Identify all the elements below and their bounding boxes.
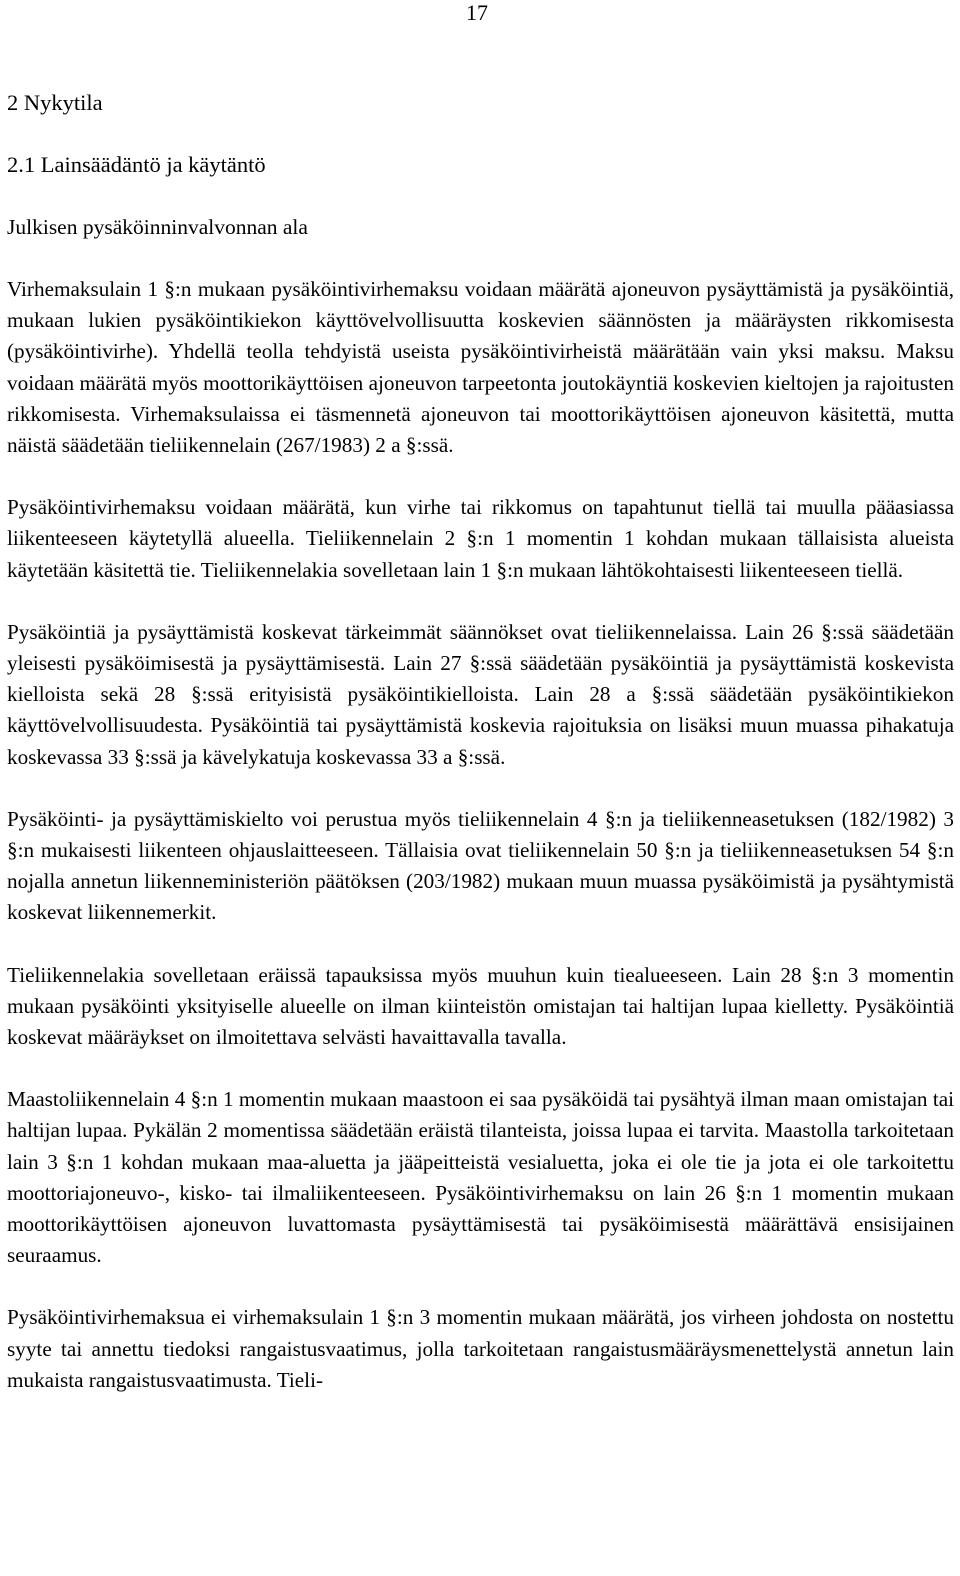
document-body xyxy=(7,88,954,1427)
paragraph: Pysäköintiä ja pysäyttämistä koskevat tärkeimmät säännökset ovat tieliikennelaissa. Lain 26 §:ssä säädetään yleisesti pysäköimisestä ja pysäyttämisestä. Lain 27 §:ssä säädetään pysäköintiä ja pysäyttämistä koskevista kielloista sekä 28 §:ssä erityisistä pysäköintikielloista. Lain 28 a §:ssä säädetään pysäköintikiekon käyttövelvollisuudesta. Pysäköintiä tai pysäyttämistä koskevia rajoituksia on lisäksi muun muassa pihakatuja koskevassa 33 §:ssä ja kävelykatuja koskevassa 33 a §:ssä. xyxy=(7,619,954,769)
paragraph: Virhemaksulain 1 §:n mukaan pysäköintivirhemaksu voidaan määrätä ajoneuvon pysäyttämistä ja pysäköintiä, mukaan lukien pysäköintikiekon käyttövelvollisuutta koskevien säännösten ja määräysten rikkomisesta (pysäköintivirhe). Yhdellä teolla tehdyistä useista pysäköintivirheistä määrätään vain yksi maksu. Maksu voidaan määrätä myös moottorikäyttöisen ajoneuvon tarpeetonta joutokäyntiä koskevien kieltojen ja rajoitusten rikkomisesta. Virhemaksulaissa ei täsmennetä ajoneuvon tai moottorikäyttöisen ajoneuvon käsitettä, mutta näistä säädetään tieliikennelain (267/1983) 2 a §:ssä. xyxy=(7,277,954,458)
paragraph: Pysäköinti- ja pysäyttämiskielto voi perustua myös tieliikennelain 4 §:n ja tieliikenneasetuksen (182/1982) 3 §:n mukaisesti liikenteen ohjauslaitteeseen. Tällaisia ovat tieliikennelain 50 §:n ja tieliikenneasetuksen 54 §:n nojalla annetun liikenneministeriön päätöksen (203/1982) mukaan muun muassa pysäköimistä ja pysähtymistä koskevat liikennemerkit. xyxy=(7,806,954,925)
subheading: Julkisen pysäköinninvalvonnan ala xyxy=(7,215,308,239)
section-heading: 2.1 Lainsäädäntö ja käytäntö xyxy=(7,152,266,177)
paragraph: Maastoliikennelain 4 §:n 1 momentin mukaan maastoon ei saa pysäköidä tai pysähtyä ilman maan omistajan tai haltijan lupaa. Pykälän 2 momentissa säädetään eräistä tilanteista, joissa lupaa ei tarvita. Maastolla tarkoitetaan lain 3 §:n 1 kohdan mukaan maa-aluetta ja jääpeitteistä vesialuetta, joka ei ole tie ja jota ei ole tarkoitettu moottoriajoneuvo-, kisko- tai ilmaliikenteeseen. Pysäköintivirhemaksu on lain 26 §:n 1 momentin mukaan moottorikäyttöisen ajoneuvon luvattomasta pysäyttämisestä tai pysäköimisestä määrättävä ensisijainen seuraamus. xyxy=(7,1087,954,1268)
paragraph: Pysäköintivirhemaksu voidaan määrätä, kun virhe tai rikkomus on tapahtunut tiellä tai muulla pääasiassa liikenteeseen käytetyllä alueella. Tieliikennelain 2 §:n 1 momentin 1 kohdan mukaan tällaisista alueista käytetään käsitettä tie. Tieliikennelakia sovelletaan lain 1 §:n mukaan lähtökohtaisesti liikenteeseen tiellä. xyxy=(7,495,954,582)
paragraph: Tieliikennelakia sovelletaan eräissä tapauksissa myös muuhun kuin tiealueeseen. Lain 28 §:n 3 momentin mukaan pysäköinti yksityiselle alueelle on ilman kiinteistön omistajan tai haltijan lupaa kielletty. Pysäköintiä koskevat määräykset on ilmoitettava selvästi havaittavalla tavalla. xyxy=(7,962,954,1050)
paragraph: Pysäköintivirhemaksua ei virhemaksulain 1 §:n 3 momentin mukaan määrätä, jos virheen johdosta on nostettu syyte tai annettu tiedoksi rangaistusvaatimus, jolla tarkoitetaan rangaistusmääräysmenettelystä annetun lain mukaista rangaistusvaatimusta. Tieli- xyxy=(7,1305,954,1392)
chapter-heading: 2 Nykytila xyxy=(7,90,103,115)
page-number: 17 xyxy=(466,0,488,25)
